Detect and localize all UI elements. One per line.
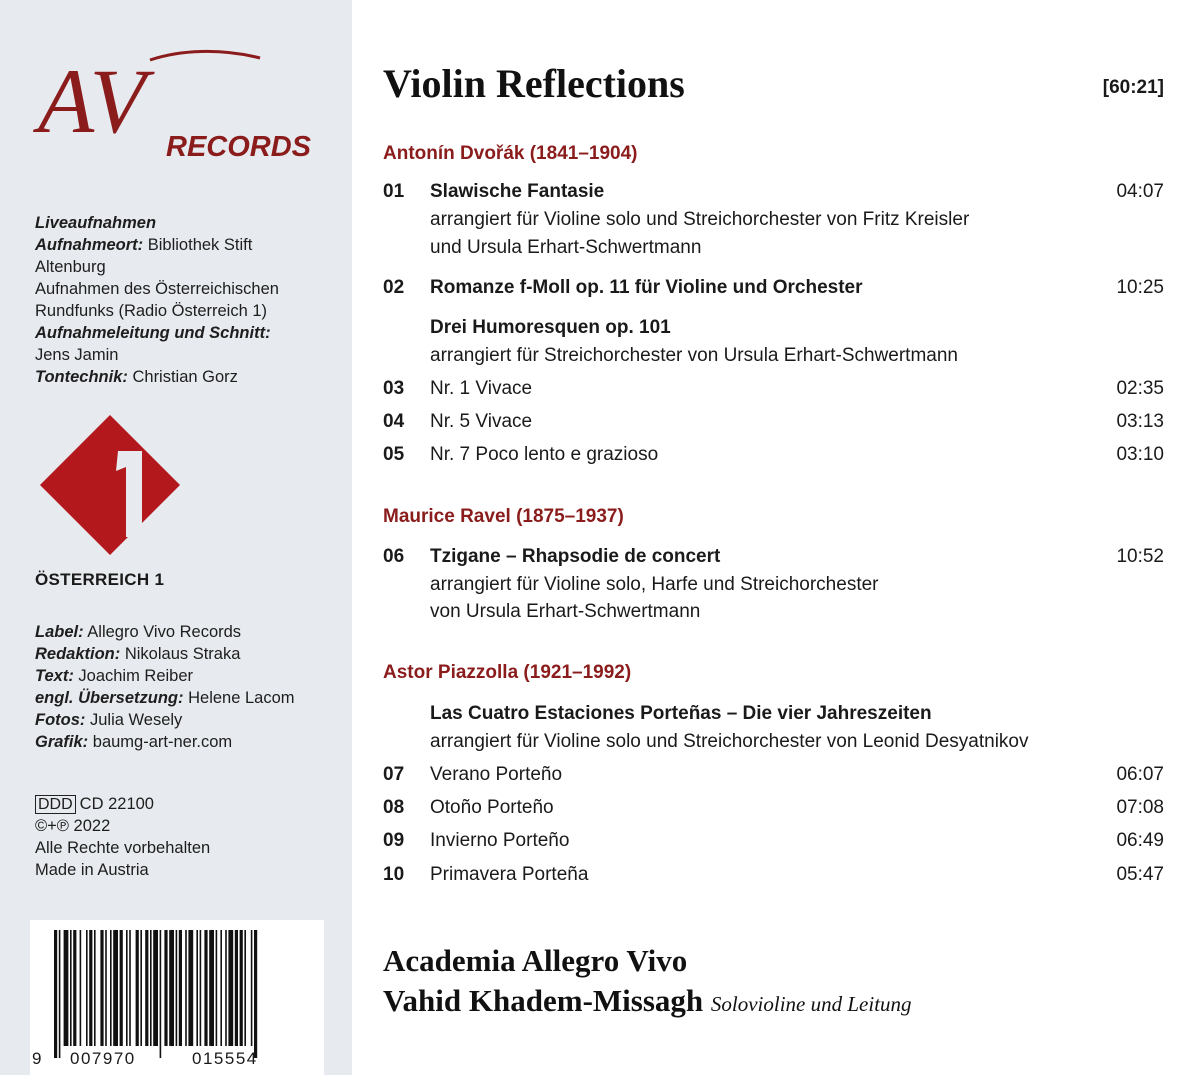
credit-value: Joachim Reiber	[73, 667, 194, 685]
track-title: Invierno Porteño	[430, 830, 570, 851]
track-number: 10	[383, 864, 405, 885]
credit-line	[35, 366, 279, 388]
barcode-bar	[120, 930, 123, 1046]
barcode-bar	[73, 930, 76, 1046]
credit-line	[35, 212, 279, 234]
credit-value: baumg-art-ner.com	[88, 733, 233, 751]
credit-line	[35, 234, 279, 256]
cd-number: CD 22100	[79, 795, 154, 813]
track-duration: 06:07	[1116, 764, 1164, 785]
barcode-bar	[169, 930, 174, 1046]
track-title: Nr. 7 Poco lento e grazioso	[430, 444, 659, 465]
credit-value: Nikolaus Straka	[120, 645, 241, 663]
credit-key: Tontechnik:	[35, 368, 128, 386]
credit-key: Aufnahmeort:	[35, 236, 144, 254]
track-duration: 10:52	[1116, 546, 1164, 567]
track-duration: 03:10	[1116, 444, 1164, 465]
barcode-bar	[110, 930, 112, 1046]
barcode-bar	[225, 930, 227, 1046]
barcode-bar	[94, 930, 96, 1046]
credit-value: Altenburg	[35, 258, 106, 276]
track-duration: 03:13	[1116, 411, 1164, 432]
oe1-diamond-icon	[30, 405, 190, 565]
barcode-bar	[80, 930, 82, 1046]
track-title: Romanze f-Moll op. 11 für Violine und Orchester	[430, 277, 863, 298]
barcode-bar	[240, 930, 243, 1046]
barcode-bar	[188, 930, 193, 1046]
credit-line	[35, 278, 279, 300]
credit-key: engl. Übersetzung:	[35, 689, 184, 707]
track-arrangement: arrangiert für Violine solo, Harfe und Streichorchester	[430, 574, 879, 595]
barcode-bar	[176, 930, 178, 1046]
credit-key: Grafik:	[35, 733, 89, 751]
track-duration: 07:08	[1116, 797, 1164, 818]
av-logo-letters: AV	[38, 50, 146, 152]
soloist-role: Solovioline und Leitung	[710, 992, 912, 1016]
barcode-bar	[129, 930, 131, 1046]
credit-value: Jens Jamin	[35, 346, 119, 364]
track-number: 05	[383, 444, 405, 465]
ensemble-name: Academia Allegro Vivo	[383, 943, 688, 978]
track-number: 04	[383, 411, 405, 432]
track-number: 03	[383, 378, 405, 399]
barcode-bar	[153, 930, 158, 1046]
track-duration: 02:35	[1116, 378, 1164, 399]
credit-key: Fotos:	[35, 711, 86, 729]
barcode-digit-lead: 9	[32, 1049, 42, 1068]
credit-line	[35, 643, 295, 665]
rights-notice: Alle Rechte vorbehalten	[35, 839, 211, 857]
barcode-bar	[150, 930, 152, 1046]
barcode-digits-right: 015554	[192, 1049, 258, 1068]
credit-line	[35, 322, 279, 344]
barcode-bar	[185, 930, 187, 1046]
credit-value: Allegro Vivo Records	[83, 623, 242, 641]
barcode-bar	[145, 930, 148, 1046]
track-arrangement: von Ursula Erhart-Schwertmann	[430, 601, 701, 622]
track-title: Otoño Porteño	[430, 797, 554, 818]
credit-line	[35, 687, 295, 709]
track-title: Nr. 5 Vivace	[430, 411, 533, 432]
track-number: 01	[383, 181, 405, 202]
credit-line	[35, 665, 295, 687]
copyright: ©+℗ 2022	[35, 817, 111, 835]
made-in: Made in Austria	[35, 861, 149, 879]
soloist-name: Vahid Khadem-Missagh	[383, 983, 704, 1018]
production-credits	[35, 621, 295, 753]
barcode-bar	[220, 930, 222, 1046]
composer-piazzolla: Astor Piazzolla (1921–1992)	[383, 662, 632, 683]
composer-ravel: Maurice Ravel (1875–1937)	[383, 506, 624, 527]
sidebar	[0, 0, 352, 1075]
av-logo-graphic	[30, 40, 330, 170]
barcode-bar	[196, 930, 198, 1046]
barcode-bar	[200, 930, 202, 1046]
barcode-bar	[209, 930, 214, 1046]
credit-line	[35, 256, 279, 278]
track-title: Nr. 1 Vivace	[430, 378, 533, 399]
track-number: 08	[383, 797, 405, 818]
recording-credits	[35, 212, 279, 388]
av-logo-word: RECORDS	[166, 131, 312, 163]
barcode-bar	[70, 930, 72, 1046]
ddd-badge: DDD	[35, 795, 76, 814]
track-title: Primavera Porteña	[430, 864, 589, 885]
barcode-bar	[228, 930, 233, 1046]
track-number: 06	[383, 546, 405, 567]
barcode-bar	[160, 930, 162, 1058]
credit-key: Redaktion:	[35, 645, 121, 663]
barcode-bar	[235, 930, 238, 1046]
barcode-bar	[105, 930, 107, 1046]
credit-value: Rundfunks (Radio Österreich 1)	[35, 302, 268, 320]
track-title: Slawische Fantasie	[430, 181, 605, 202]
track-title: Verano Porteño	[430, 764, 563, 785]
album-title: Violin Reflections	[383, 61, 685, 106]
track-number: 07	[383, 764, 405, 785]
work-group-title: Drei Humoresquen op. 101	[430, 317, 671, 338]
barcode-bar	[86, 930, 88, 1046]
soloist-line	[383, 982, 912, 1023]
track-duration: 05:47	[1116, 864, 1164, 885]
work-group-title: Las Cuatro Estaciones Porteñas – Die vier Jahreszeiten	[430, 703, 932, 724]
credit-key: Aufnahmeleitung und Schnitt:	[35, 324, 271, 342]
barcode-bar	[59, 930, 61, 1058]
barcode	[30, 920, 324, 1075]
logo-swoosh	[150, 51, 260, 60]
barcode-bar	[251, 930, 253, 1046]
barcode-bar	[179, 930, 182, 1046]
barcode-bar	[64, 930, 69, 1046]
barcode-bar	[254, 930, 257, 1058]
credit-value: Bibliothek Stift	[143, 236, 253, 254]
work-group-arrangement: arrangiert für Streichorchester von Ursula Erhart-Schwertmann	[430, 345, 958, 366]
av-records-logo	[30, 40, 330, 170]
track-arrangement: und Ursula Erhart-Schwertmann	[430, 237, 702, 258]
credit-key: Text:	[35, 667, 74, 685]
composer-dvorak: Antonín Dvořák (1841–1904)	[383, 143, 638, 164]
barcode-bar	[140, 930, 142, 1046]
credit-value: Aufnahmen des Österreichischen	[35, 280, 279, 298]
credit-value: Christian Gorz	[127, 368, 238, 386]
track-number: 02	[383, 277, 405, 298]
credit-line	[35, 709, 295, 731]
track-duration: 06:49	[1116, 830, 1164, 851]
barcode-bar	[216, 930, 218, 1046]
credit-value: Helene Lacom	[183, 689, 295, 707]
track-duration: 04:07	[1116, 181, 1164, 202]
credit-line	[35, 731, 295, 753]
barcode-bar	[100, 930, 103, 1046]
credit-line	[35, 344, 279, 366]
total-duration: [60:21]	[1102, 77, 1164, 98]
credit-line	[35, 300, 279, 322]
track-duration: 10:25	[1116, 277, 1164, 298]
oe1-logo	[30, 405, 190, 565]
credit-line	[35, 621, 295, 643]
barcode-bar	[126, 930, 128, 1046]
barcode-bar	[89, 930, 92, 1046]
track-title: Tzigane – Rhapsodie de concert	[430, 546, 721, 567]
barcode-bar	[244, 930, 246, 1046]
work-group-arrangement: arrangiert für Violine solo und Streichorchester von Leonid Desyatnikov	[430, 731, 1029, 752]
credit-key: Label:	[35, 623, 84, 641]
track-number: 09	[383, 830, 405, 851]
broadcaster-name: ÖSTERREICH 1	[35, 570, 165, 589]
barcode-bar	[204, 930, 207, 1046]
barcode-bar	[136, 930, 139, 1046]
track-arrangement: arrangiert für Violine solo und Streichorchester von Fritz Kreisler	[430, 209, 970, 230]
credit-value: Julia Wesely	[85, 711, 183, 729]
barcode-bar	[113, 930, 118, 1046]
barcode-bar	[54, 930, 57, 1058]
barcode-digits-left: 007970	[70, 1049, 136, 1068]
credit-key: Liveaufnahmen	[35, 214, 157, 232]
catalog-info	[35, 793, 210, 881]
barcode-bar	[164, 930, 167, 1046]
